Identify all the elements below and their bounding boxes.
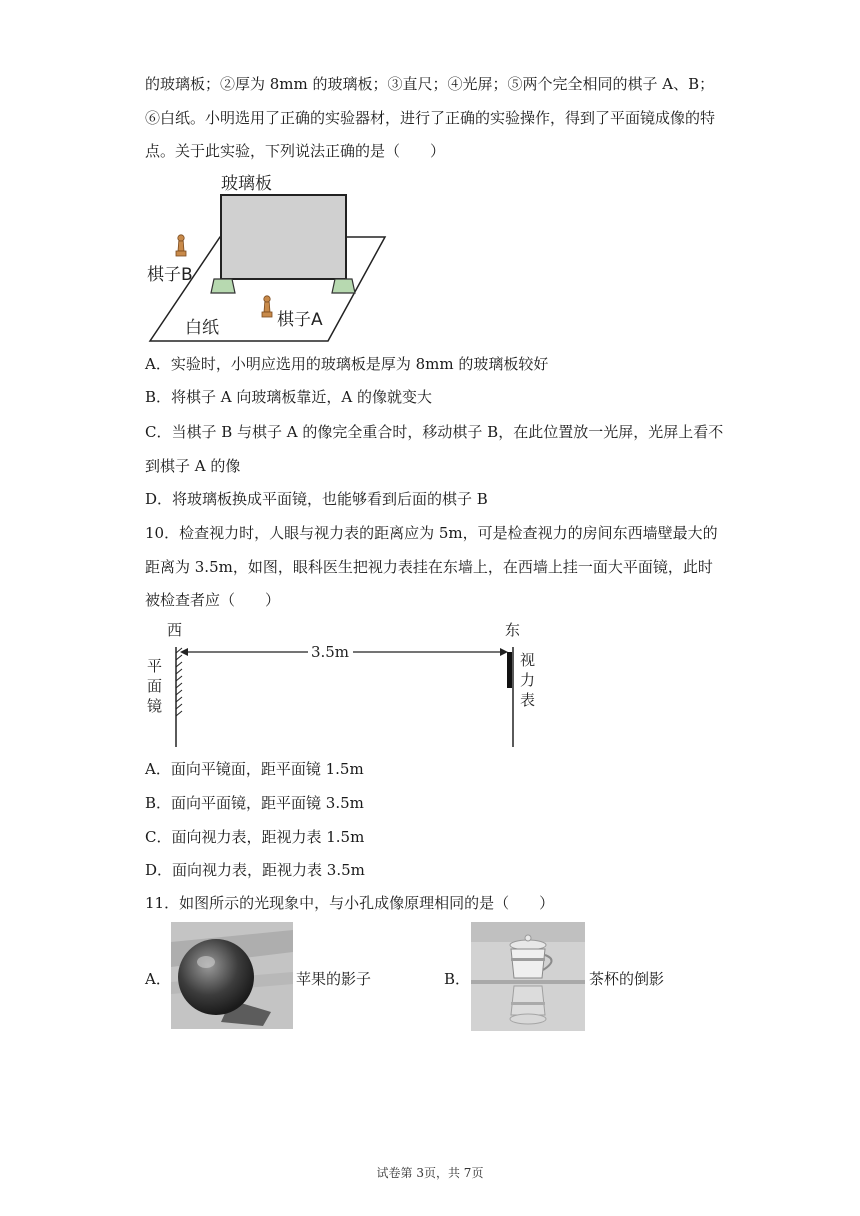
chart-label-3: 表	[520, 691, 536, 709]
piece-a-label: 棋子A	[277, 310, 323, 330]
q10-stem-line-1: 10．检查视力时，人眼与视力表的距离应为 5m，可是检查视力的房间东西墙壁最大的	[145, 524, 718, 542]
q11-option-a-caption: 苹果的影子	[296, 970, 372, 988]
q10-stem-line-3: 被检查者应（ ）	[145, 591, 281, 609]
teacup-reflection-image	[471, 922, 585, 1031]
q10-option-d: D．面向视力表，距视力表 3.5m	[145, 861, 365, 879]
q10-option-b: B．面向平面镜，距平面镜 3.5m	[145, 794, 364, 812]
mirror-label-2: 面	[147, 677, 163, 695]
apple-shadow-image	[171, 922, 293, 1029]
east-label: 东	[505, 621, 521, 639]
q9-option-b: B．将棋子 A 向玻璃板靠近，A 的像就变大	[145, 388, 432, 406]
mirror-label-3: 镜	[147, 697, 163, 715]
q11-option-a-letter: A．	[145, 970, 171, 988]
chess-piece-b-icon	[176, 235, 186, 256]
q9-stem-line-3: 点。关于此实验，下列说法正确的是（ ）	[145, 142, 446, 160]
q9-option-c-line-2: 到棋子 A 的像	[145, 457, 241, 475]
q10-option-a: A．面向平镜面，距平面镜 1.5m	[145, 760, 364, 778]
q10-option-c: C．面向视力表，距视力表 1.5m	[145, 828, 365, 846]
eye-chart-shape	[507, 652, 512, 688]
q9-option-c-line-1: C．当棋子 B 与棋子 A 的像完全重合时，移动棋子 B，在此位置放一光屏，光屏上看不	[145, 423, 724, 441]
chart-label-2: 力	[520, 671, 536, 689]
glass-label: 玻璃板	[221, 174, 272, 194]
page-footer: 试卷第 3页，共 7页	[376, 1166, 484, 1180]
arrow-right-icon	[500, 648, 508, 656]
chart-label-1: 视	[520, 651, 536, 669]
q9-stem-line-1: 的玻璃板；②厚为 8mm 的玻璃板；③直尺；④光屏；⑤两个完全相同的棋子 A、B；	[145, 75, 715, 93]
q9-stem-line-2: ⑥白纸。小明选用了正确的实验器材，进行了正确的实验操作，得到了平面镜成像的特	[145, 109, 716, 127]
q9-option-a: A．实验时，小明应选用的玻璃板是厚为 8mm 的玻璃板较好	[145, 355, 549, 373]
right-support-shape	[332, 279, 355, 293]
piece-b-label: 棋子B	[147, 265, 193, 285]
west-label: 西	[167, 621, 183, 639]
glass-plate-shape	[221, 195, 346, 279]
q11-option-b-caption: 茶杯的倒影	[589, 970, 665, 988]
left-support-shape	[211, 279, 235, 293]
q11-option-b-letter: B．	[444, 970, 471, 988]
q10-stem-line-2: 距离为 3.5m，如图，眼科医生把视力表挂在东墙上，在西墙上挂一面大平面镜，此时	[145, 558, 713, 576]
q10-eye-test-figure	[140, 617, 550, 749]
q9-mirror-experiment-figure	[145, 168, 390, 346]
q9-option-d: D．将玻璃板换成平面镜，也能够看到后面的棋子 B	[145, 490, 488, 508]
distance-label: 3.5m	[310, 643, 350, 661]
mirror-label-1: 平	[147, 657, 163, 675]
q11-stem: 11．如图所示的光现象中，与小孔成像原理相同的是（ ）	[145, 894, 555, 912]
paper-label: 白纸	[185, 318, 219, 338]
